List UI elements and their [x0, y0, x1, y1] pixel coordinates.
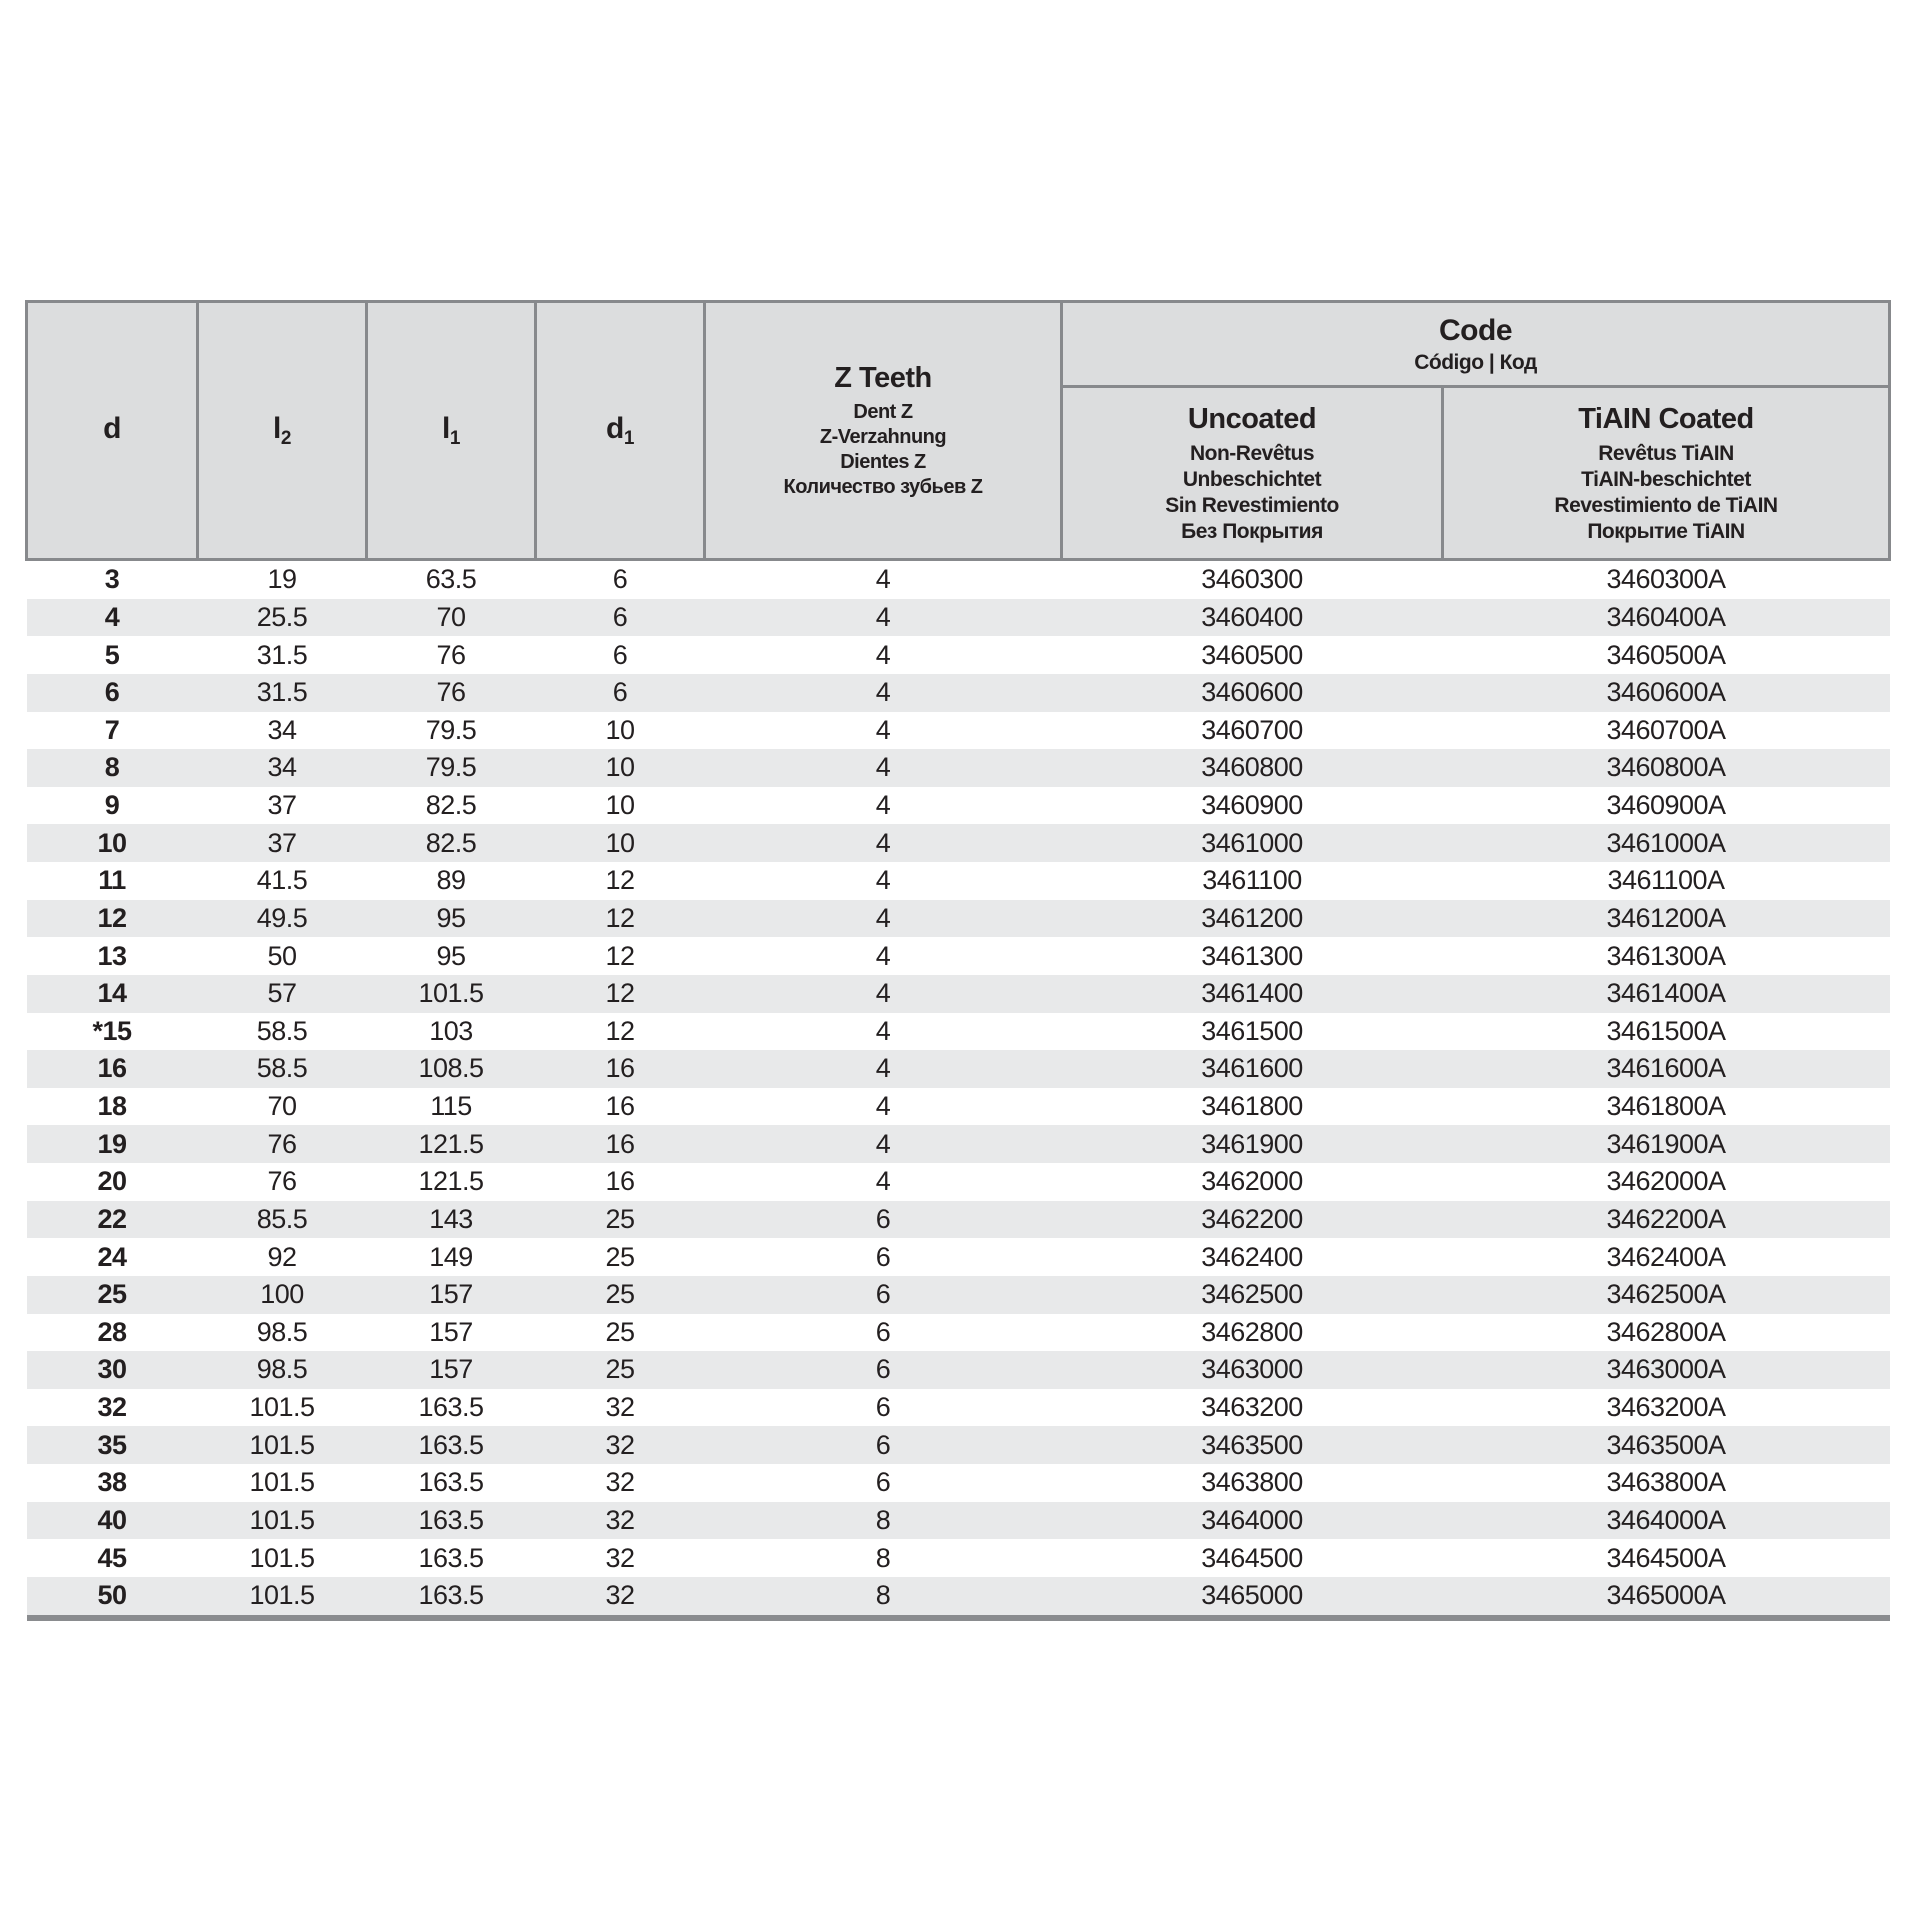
cell-code-uncoated: 3464000: [1201, 1504, 1303, 1535]
cell-l1: 157: [429, 1316, 473, 1347]
cell-d1: 25: [605, 1241, 635, 1272]
cell-code-coated: 3461900A: [1606, 1128, 1726, 1159]
cell-code-uncoated: 3461300: [1201, 940, 1303, 971]
cell-d: *15: [92, 1015, 132, 1046]
z-teeth-line-fr: Dent Z: [853, 401, 913, 423]
col-header-uncoated: [1062, 387, 1443, 560]
cell-d1: 10: [605, 827, 635, 858]
cell-z-teeth: 6: [875, 1354, 891, 1385]
cell-d: 18: [97, 1091, 127, 1122]
col-header-l2-label: l: [273, 411, 281, 445]
table-row: [27, 1389, 1890, 1427]
cell-d1: 16: [605, 1166, 635, 1197]
cell-l2: 76: [267, 1166, 297, 1197]
table-row: [27, 1464, 1890, 1502]
uncoated-line-fr: Non-Revêtus: [1189, 441, 1315, 465]
cell-l2: 92: [267, 1241, 297, 1272]
cell-code-coated: 3462000A: [1606, 1166, 1726, 1197]
cell-d: 11: [98, 865, 126, 896]
cell-code-uncoated: 3462000: [1201, 1166, 1303, 1197]
cell-code-uncoated: 3461900: [1201, 1128, 1303, 1159]
table-row: [27, 1088, 1890, 1126]
cell-d1: 25: [605, 1203, 635, 1234]
cell-code-coated: 3460900A: [1606, 790, 1726, 821]
cell-z-teeth: 4: [875, 677, 891, 708]
table-row: [27, 1351, 1890, 1389]
cell-l1: 82.5: [425, 790, 477, 821]
col-header-d1: [536, 302, 705, 560]
cell-code-coated: 3460800A: [1606, 752, 1726, 783]
cell-z-teeth: 8: [705, 1577, 1062, 1618]
cell-d1: 12: [605, 902, 635, 933]
cell-d: 50: [27, 1577, 198, 1618]
table-row: [27, 1163, 1890, 1201]
cell-code-coated: 3463200A: [1606, 1392, 1726, 1423]
uncoated-line-es: Sin Revestimiento: [1165, 493, 1339, 517]
cell-code-coated: 3462800A: [1606, 1316, 1726, 1347]
cell-d: 13: [97, 940, 127, 971]
cell-l2: 25.5: [256, 601, 308, 632]
cell-code-uncoated: 3464500: [1201, 1542, 1303, 1573]
cell-l2: 101.5: [249, 1504, 315, 1535]
cell-l2: 58.5: [256, 1053, 308, 1084]
cell-code-coated: 3460300A: [1606, 564, 1726, 595]
cell-d: 6: [104, 677, 120, 708]
cell-code-uncoated: 3462200: [1201, 1203, 1303, 1234]
cell-code-coated: 3460700A: [1606, 714, 1726, 745]
col-header-d1-subscript: 1: [623, 427, 634, 449]
cell-d: 4: [104, 601, 120, 632]
col-header-z-teeth: [705, 302, 1062, 560]
cell-l1: 89: [436, 865, 466, 896]
cell-l2: 41.5: [256, 865, 308, 896]
cell-l1: 163.5: [418, 1392, 484, 1423]
cell-l1: 149: [429, 1241, 473, 1272]
cell-d: 20: [97, 1166, 127, 1197]
tialn-line-ru: Покрытие TiAIN: [1587, 519, 1745, 543]
cell-l2: 57: [267, 978, 297, 1009]
cell-l1: 121.5: [418, 1166, 484, 1197]
cell-code-coated: 3462500A: [1606, 1279, 1726, 1310]
z-teeth-line-de: Z-Verzahnung: [819, 426, 947, 448]
cell-code-uncoated: 3460500: [1201, 639, 1303, 670]
cell-z-teeth: 4: [875, 1091, 891, 1122]
cell-code-uncoated: 3463200: [1201, 1392, 1303, 1423]
cell-d1: 10: [605, 752, 635, 783]
cell-code-coated: 3464000A: [1606, 1504, 1726, 1535]
table-row: [27, 1276, 1890, 1314]
uncoated-line-de: Unbeschichtet: [1182, 467, 1322, 491]
cell-l2: 31.5: [256, 639, 308, 670]
cell-l2: 98.5: [256, 1354, 308, 1385]
cell-d: 30: [97, 1354, 127, 1385]
cell-l2: 70: [267, 1091, 297, 1122]
cell-d: 22: [97, 1203, 127, 1234]
cell-code-uncoated: 3460400: [1201, 601, 1303, 632]
col-header-l1: [367, 302, 536, 560]
cell-code-uncoated: 3463000: [1201, 1354, 1303, 1385]
cell-d1: 6: [612, 639, 628, 670]
cell-l1: 121.5: [418, 1128, 484, 1159]
cell-l1: 115: [430, 1091, 472, 1122]
cell-l1: 63.5: [425, 564, 477, 595]
cell-z-teeth: 4: [875, 827, 891, 858]
cell-d: 8: [104, 752, 120, 783]
col-header-d-label: d: [103, 411, 121, 445]
cell-l1: 163.5: [418, 1429, 484, 1460]
cell-code-coated: 3461800A: [1606, 1091, 1726, 1122]
cell-l2: 98.5: [256, 1316, 308, 1347]
cell-d1: 32: [605, 1467, 635, 1498]
table-row: [27, 787, 1890, 825]
table-row: [27, 1539, 1890, 1577]
cell-d1: 12: [605, 940, 635, 971]
table-row: [27, 1238, 1890, 1276]
col-header-d1-label: d: [606, 411, 624, 445]
table-row: [27, 712, 1890, 750]
cell-code-coated: 3460400A: [1606, 601, 1726, 632]
cell-l1: 108.5: [418, 1053, 484, 1084]
cell-l2: 76: [267, 1128, 297, 1159]
uncoated-title: Uncoated: [1187, 402, 1317, 435]
tialn-line-de: TiAIN-beschichtet: [1581, 467, 1751, 491]
cell-z-teeth: 4: [875, 1015, 891, 1046]
col-header-l1-subscript: 1: [449, 427, 460, 449]
cell-z-teeth: 4: [875, 1166, 891, 1197]
cell-l2: 31.5: [256, 677, 308, 708]
cell-code-coated: 3461100A: [1607, 865, 1725, 896]
cell-d1: 32: [605, 1504, 635, 1535]
cell-code-coated: 3465000A: [1443, 1577, 1890, 1618]
cell-d1: 25: [605, 1354, 635, 1385]
cell-code-uncoated: 3460300: [1201, 564, 1303, 595]
cell-l1: 82.5: [425, 827, 477, 858]
cell-code-uncoated: 3465000: [1062, 1577, 1443, 1618]
cell-l1: 95: [436, 940, 466, 971]
cell-d: 24: [97, 1241, 127, 1272]
table-header: [27, 302, 1890, 560]
cell-d: 16: [97, 1053, 127, 1084]
table-row: [27, 1125, 1890, 1163]
cell-z-teeth: 4: [875, 752, 891, 783]
table-row: [27, 1201, 1890, 1239]
cell-d1: 32: [605, 1429, 635, 1460]
cell-z-teeth: 8: [875, 1542, 891, 1573]
cell-l1: 163.5: [418, 1504, 484, 1535]
cell-l2: 101.5: [198, 1577, 367, 1618]
cell-z-teeth: 4: [875, 639, 891, 670]
cell-d1: 25: [605, 1316, 635, 1347]
cell-l1: 157: [429, 1354, 473, 1385]
cell-l2: 101.5: [249, 1467, 315, 1498]
cell-code-uncoated: 3461400: [1201, 978, 1303, 1009]
cell-z-teeth: 6: [875, 1241, 891, 1272]
code-subtitle: Código | Код: [1414, 350, 1537, 374]
cell-l1: 70: [436, 601, 466, 632]
cell-code-uncoated: 3461800: [1201, 1091, 1303, 1122]
cell-d1: 25: [605, 1279, 635, 1310]
spec-table: [25, 300, 1891, 1621]
cell-l2: 101.5: [249, 1392, 315, 1423]
cell-d: 3: [104, 564, 120, 595]
cell-code-coated: 3461400A: [1606, 978, 1726, 1009]
cell-code-uncoated: 3461600: [1201, 1053, 1303, 1084]
col-header-d: [27, 302, 198, 560]
cell-code-coated: 3461200A: [1606, 902, 1726, 933]
cell-z-teeth: 4: [875, 564, 891, 595]
cell-code-uncoated: 3462800: [1201, 1316, 1303, 1347]
cell-d1: 10: [605, 714, 635, 745]
col-header-l2-subscript: 2: [280, 427, 291, 449]
uncoated-line-ru: Без Покрытия: [1181, 519, 1323, 543]
cell-d: 14: [97, 978, 127, 1009]
cell-l1: 143: [429, 1203, 473, 1234]
cell-l2: 37: [267, 790, 297, 821]
cell-code-coated: 3460500A: [1606, 639, 1726, 670]
cell-l2: 49.5: [256, 902, 308, 933]
cell-l2: 85.5: [256, 1203, 308, 1234]
cell-l2: 58.5: [256, 1015, 308, 1046]
table-row: [27, 749, 1890, 787]
col-header-code: [1062, 302, 1890, 387]
cell-z-teeth: 4: [875, 865, 891, 896]
cell-code-uncoated: 3463800: [1201, 1467, 1303, 1498]
tialn-line-fr: Revêtus TiAIN: [1598, 441, 1734, 465]
cell-z-teeth: 6: [875, 1429, 891, 1460]
cell-d: 5: [104, 639, 120, 670]
table-row: [27, 636, 1890, 674]
col-header-l2: [198, 302, 367, 560]
cell-l1: 103: [429, 1015, 473, 1046]
cell-d: 9: [104, 790, 120, 821]
cell-code-coated: 3460600A: [1606, 677, 1726, 708]
table-body: [27, 560, 1890, 1618]
cell-code-uncoated: 3460800: [1201, 752, 1303, 783]
cell-l2: 34: [267, 714, 297, 745]
cell-l2: 101.5: [249, 1542, 315, 1573]
cell-code-uncoated: 3462500: [1201, 1279, 1303, 1310]
cell-d1: 32: [605, 1392, 635, 1423]
cell-z-teeth: 6: [875, 1316, 891, 1347]
table-row: [27, 824, 1890, 862]
cell-d: 32: [97, 1392, 127, 1423]
cell-z-teeth: 6: [875, 1467, 891, 1498]
cell-l1: 79.5: [425, 752, 477, 783]
cell-code-coated: 3461500A: [1606, 1015, 1726, 1046]
table-row: [27, 1577, 1890, 1618]
cell-l1: 101.5: [418, 978, 484, 1009]
table-row: [27, 1502, 1890, 1540]
cell-l2: 50: [267, 940, 297, 971]
cell-l2: 101.5: [249, 1429, 315, 1460]
cell-l1: 163.5: [367, 1577, 536, 1618]
table-row: [27, 1314, 1890, 1352]
cell-code-uncoated: 3461200: [1201, 902, 1303, 933]
cell-code-uncoated: 3463500: [1201, 1429, 1303, 1460]
table-row: [27, 1426, 1890, 1464]
cell-d: 10: [97, 827, 127, 858]
cell-code-coated: 3463800A: [1606, 1467, 1726, 1498]
cell-d: 19: [97, 1128, 127, 1159]
cell-code-uncoated: 3461000: [1201, 827, 1303, 858]
cell-d1: 32: [536, 1577, 705, 1618]
table-row: [27, 599, 1890, 637]
cell-code-coated: 3461600A: [1606, 1053, 1726, 1084]
table-row: [27, 900, 1890, 938]
cell-z-teeth: 4: [875, 902, 891, 933]
cell-d1: 32: [605, 1542, 635, 1573]
cell-l1: 76: [436, 639, 466, 670]
cell-code-coated: 3463500A: [1606, 1429, 1726, 1460]
cell-code-coated: 3461000A: [1606, 827, 1726, 858]
cell-code-uncoated: 3460600: [1201, 677, 1303, 708]
code-title: Code: [1439, 313, 1512, 347]
cell-d1: 16: [605, 1053, 635, 1084]
table-row: [27, 975, 1890, 1013]
cell-z-teeth: 4: [875, 940, 891, 971]
col-header-l1-label: l: [442, 411, 450, 445]
cell-d: 40: [97, 1504, 127, 1535]
cell-l1: 79.5: [425, 714, 477, 745]
z-teeth-line-es: Dientes Z: [840, 451, 926, 473]
cell-d: 28: [97, 1316, 127, 1347]
table-row: [27, 937, 1890, 975]
cell-z-teeth: 4: [875, 790, 891, 821]
z-teeth-title: Z Teeth: [834, 362, 932, 394]
cell-l1: 163.5: [418, 1542, 484, 1573]
header-row-top: [27, 302, 1890, 387]
cell-d1: 10: [605, 790, 635, 821]
cell-l2: 37: [267, 827, 297, 858]
cell-d: 25: [97, 1279, 127, 1310]
z-teeth-line-ru: Количество зубьев Z: [783, 476, 983, 498]
cell-z-teeth: 4: [875, 1128, 891, 1159]
cell-code-uncoated: 3461500: [1201, 1015, 1303, 1046]
cell-l2: 19: [267, 564, 297, 595]
cell-l2: 100: [260, 1279, 304, 1310]
cell-code-coated: 3464500A: [1606, 1542, 1726, 1573]
cell-d1: 12: [605, 865, 635, 896]
cell-code-uncoated: 3462400: [1201, 1241, 1303, 1272]
cell-d1: 12: [605, 1015, 635, 1046]
cell-d: 7: [104, 714, 120, 745]
cell-d: 12: [97, 902, 127, 933]
cell-d: 45: [97, 1542, 127, 1573]
cell-z-teeth: 4: [875, 601, 891, 632]
tialn-line-es: Revestimiento de TiAIN: [1554, 493, 1778, 517]
cell-code-uncoated: 3461100: [1202, 865, 1302, 896]
cell-code-uncoated: 3460700: [1201, 714, 1303, 745]
cell-l1: 76: [436, 677, 466, 708]
cell-z-teeth: 4: [875, 1053, 891, 1084]
cell-code-coated: 3462400A: [1606, 1241, 1726, 1272]
cell-z-teeth: 6: [875, 1279, 891, 1310]
cell-z-teeth: 4: [875, 978, 891, 1009]
cell-d1: 16: [605, 1091, 635, 1122]
cell-z-teeth: 6: [875, 1203, 891, 1234]
cell-z-teeth: 8: [875, 1504, 891, 1535]
cell-l1: 163.5: [418, 1467, 484, 1498]
cell-l2: 34: [267, 752, 297, 783]
table-row: [27, 1013, 1890, 1051]
cell-d1: 6: [612, 564, 628, 595]
col-header-tialn-coated: [1443, 387, 1890, 560]
cell-code-coated: 3461300A: [1606, 940, 1726, 971]
table-row: [27, 862, 1890, 900]
cell-z-teeth: 6: [875, 1392, 891, 1423]
cell-d1: 6: [612, 677, 628, 708]
cell-code-coated: 3463000A: [1606, 1354, 1726, 1385]
cell-d1: 16: [605, 1128, 635, 1159]
cell-d: 35: [97, 1429, 127, 1460]
cell-z-teeth: 4: [875, 714, 891, 745]
cell-code-coated: 3462200A: [1606, 1203, 1726, 1234]
cell-l1: 95: [436, 902, 466, 933]
cell-d: 38: [97, 1467, 127, 1498]
cell-d1: 12: [605, 978, 635, 1009]
cell-l1: 157: [429, 1279, 473, 1310]
tialn-title: TiAIN Coated: [1578, 402, 1754, 435]
table-row: [27, 674, 1890, 712]
table-row: [27, 1050, 1890, 1088]
cell-code-uncoated: 3460900: [1201, 790, 1303, 821]
table-row: [27, 560, 1890, 599]
cell-d1: 6: [612, 601, 628, 632]
